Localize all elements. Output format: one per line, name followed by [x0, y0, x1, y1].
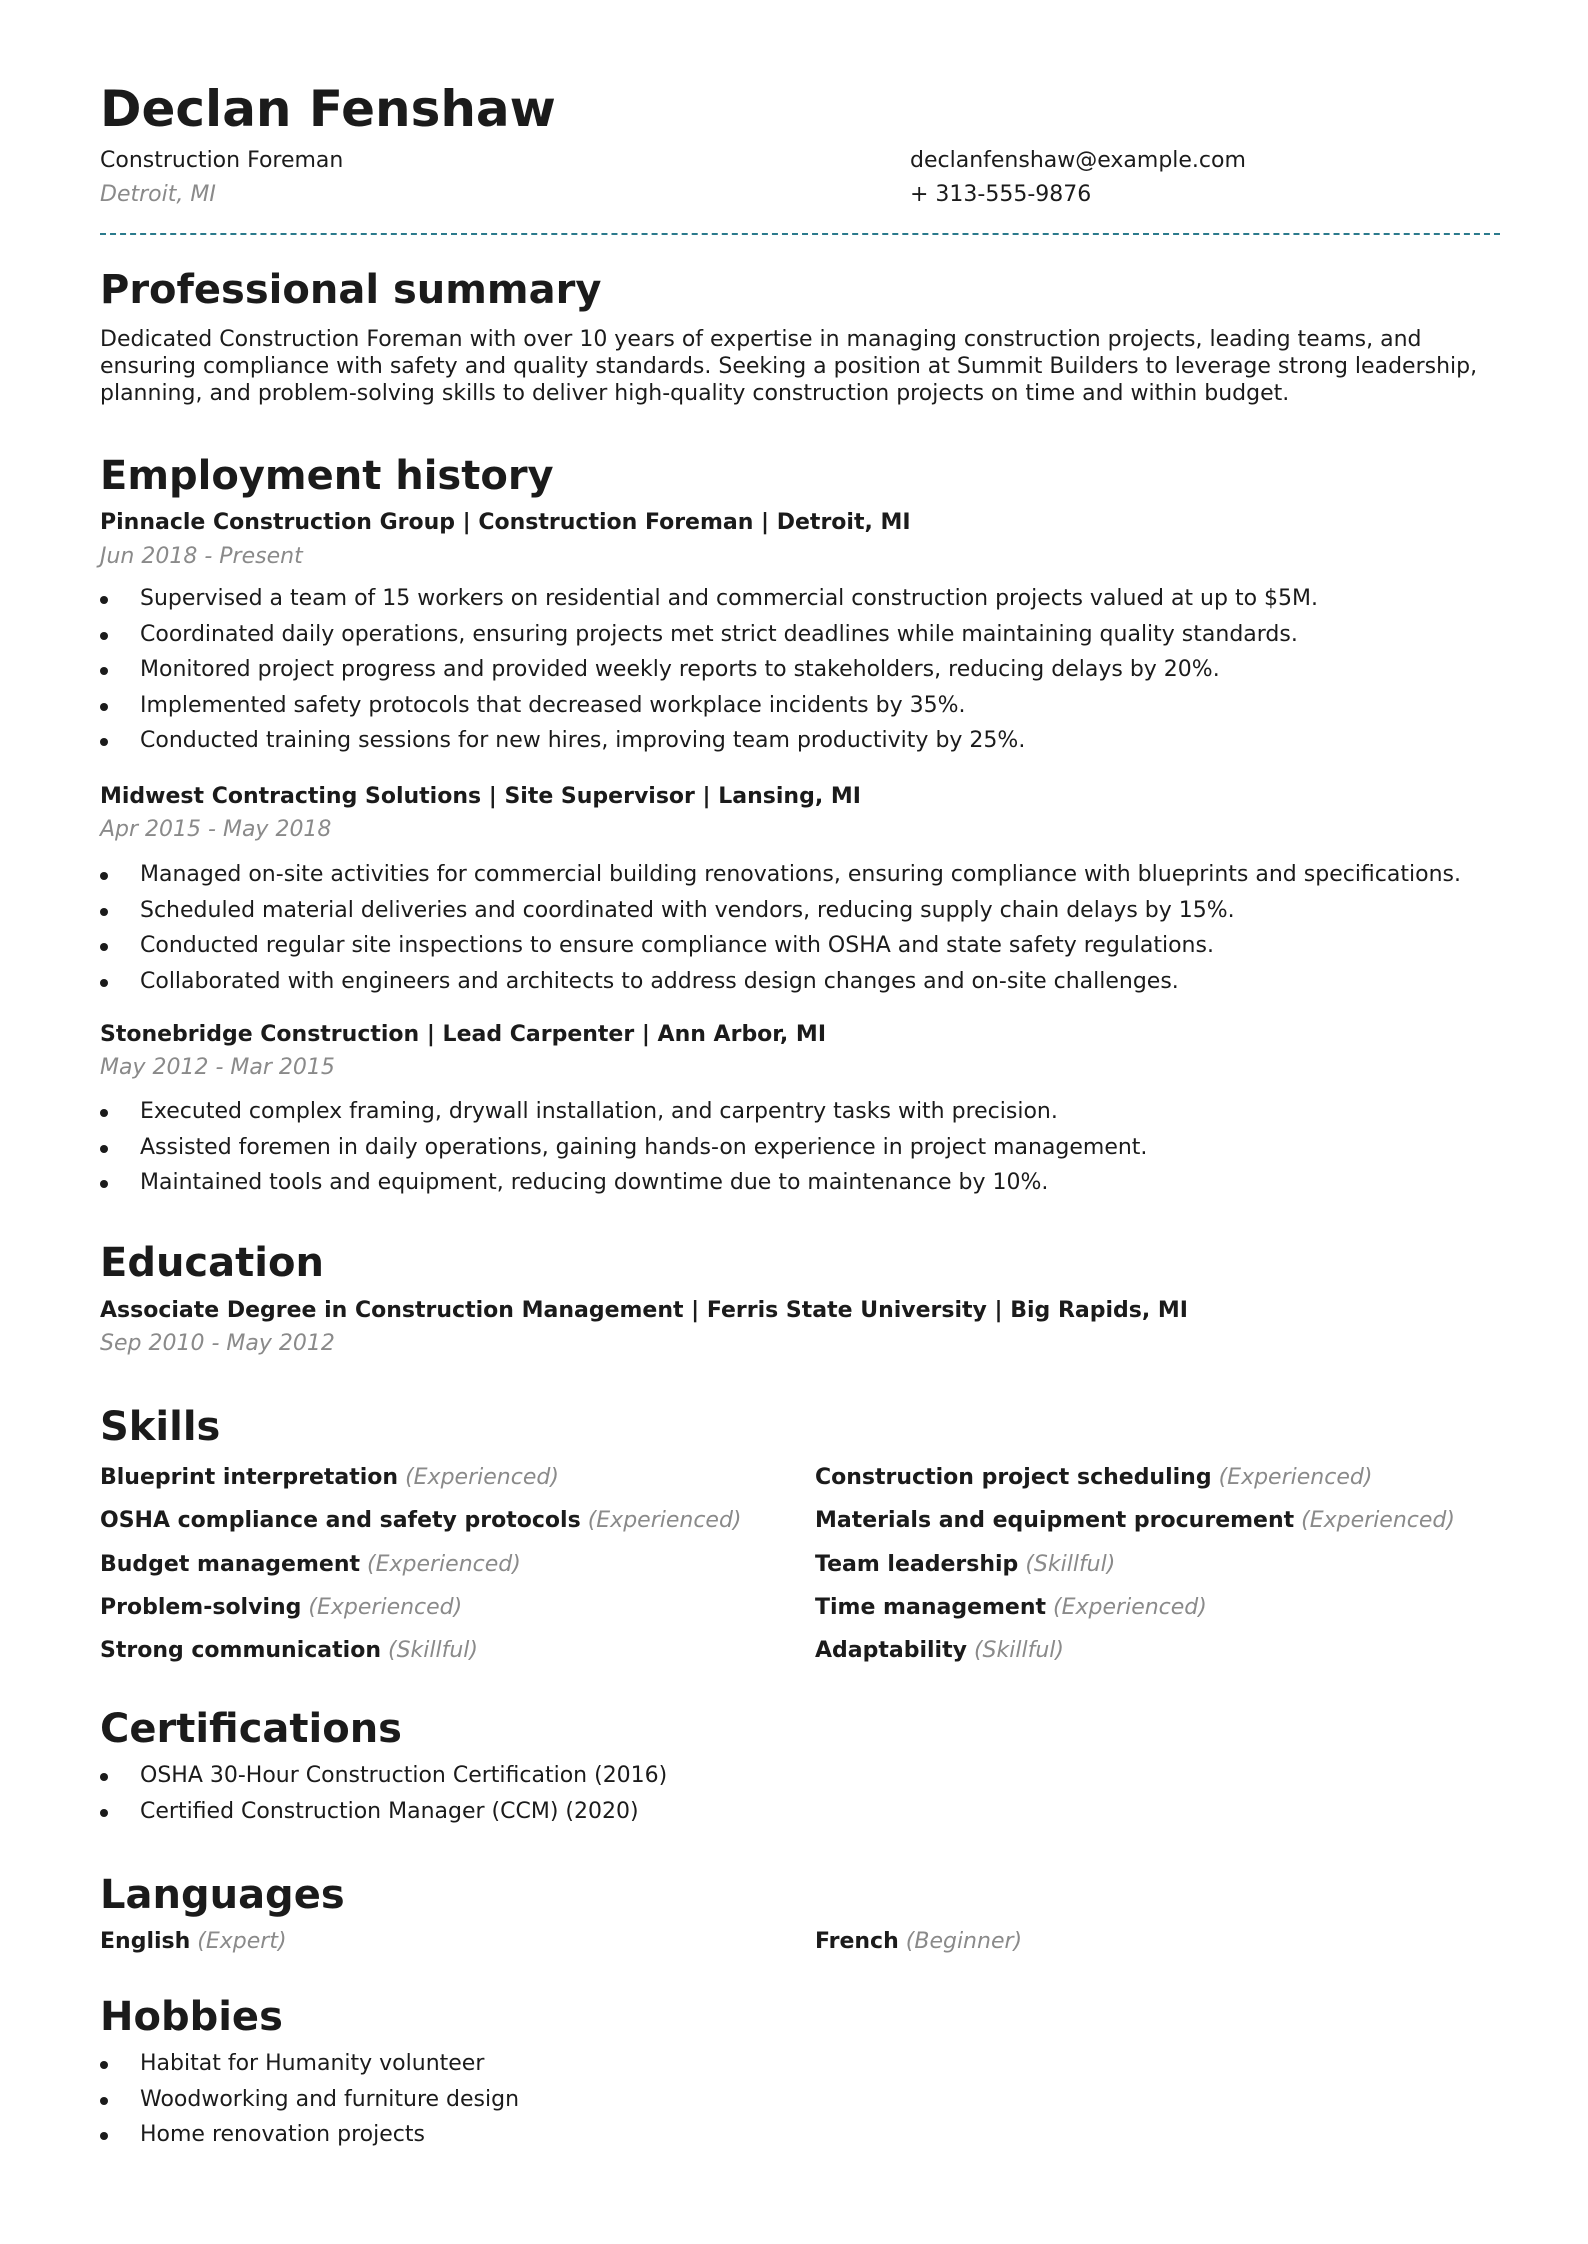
certifications-list — [100, 1758, 667, 1829]
list-item: Maintained tools and equipment, reducing downtime due to maintenance by 10%. — [100, 1165, 1147, 1201]
education-entry: Associate Degree in Construction Management | Ferris State University | Big Rapids, MI — [100, 1298, 1188, 1323]
skill-item: Construction project scheduling (Experienced) — [815, 1465, 1373, 1490]
certifications-heading: Certifications — [100, 1706, 402, 1752]
list-item: Certified Construction Manager (CCM) (2020) — [100, 1794, 667, 1830]
skill-item: Budget management (Experienced) — [100, 1552, 521, 1577]
header-divider — [100, 233, 1500, 235]
list-item: Coordinated daily operations, ensuring projects met strict deadlines while maintaining quality standards. — [100, 617, 1318, 653]
job-2-bullets — [100, 857, 1461, 999]
list-item: Monitored project progress and provided weekly reports to stakeholders, reducing delays by 20%. — [100, 652, 1318, 688]
job-3-dates: May 2012 - Mar 2015 — [100, 1055, 335, 1080]
list-item: Habitat for Humanity volunteer — [100, 2046, 519, 2082]
skill-item: Problem-solving (Experienced) — [100, 1595, 463, 1620]
languages-heading: Languages — [100, 1872, 345, 1918]
job-title: Construction Foreman — [100, 148, 344, 173]
job-1-bullets — [100, 581, 1318, 759]
job-1-dates: Jun 2018 - Present — [100, 544, 303, 569]
skill-item: Adaptability (Skillful) — [815, 1638, 1064, 1663]
skill-item: Team leadership (Skillful) — [815, 1552, 1116, 1577]
skill-item: Strong communication (Skillful) — [100, 1638, 478, 1663]
education-dates: Sep 2010 - May 2012 — [100, 1331, 335, 1356]
skill-item: Materials and equipment procurement (Experienced) — [815, 1508, 1455, 1533]
list-item: Conducted training sessions for new hires, improving team productivity by 25%. — [100, 723, 1318, 759]
list-item: Scheduled material deliveries and coordinated with vendors, reducing supply chain delays by 15%. — [100, 893, 1461, 929]
skill-item: Time management (Experienced) — [815, 1595, 1207, 1620]
job-3-bullets — [100, 1094, 1147, 1201]
list-item: Assisted foremen in daily operations, gaining hands-on experience in project management. — [100, 1130, 1147, 1166]
list-item: Collaborated with engineers and architects to address design changes and on-site challenges. — [100, 964, 1461, 1000]
employment-heading: Employment history — [100, 453, 554, 499]
email[interactable]: declanfenshaw@example.com — [910, 148, 1246, 173]
education-heading: Education — [100, 1240, 324, 1286]
job-1-title: Pinnacle Construction Group | Construction Foreman | Detroit, MI — [100, 510, 911, 535]
skill-item: OSHA compliance and safety protocols (Experienced) — [100, 1508, 742, 1533]
language-item: French (Beginner) — [815, 1929, 1023, 1954]
location: Detroit, MI — [100, 182, 216, 207]
skills-heading: Skills — [100, 1404, 221, 1450]
list-item: Woodworking and furniture design — [100, 2082, 519, 2118]
list-item: Conducted regular site inspections to ensure compliance with OSHA and state safety regulations. — [100, 928, 1461, 964]
list-item: Executed complex framing, drywall installation, and carpentry tasks with precision. — [100, 1094, 1147, 1130]
phone[interactable]: + 313-555-9876 — [910, 182, 1092, 207]
summary-heading: Professional summary — [100, 267, 602, 313]
skill-item: Blueprint interpretation (Experienced) — [100, 1465, 559, 1490]
job-3-title: Stonebridge Construction | Lead Carpenter | Ann Arbor, MI — [100, 1022, 827, 1047]
hobbies-heading: Hobbies — [100, 1994, 283, 2040]
candidate-name: Declan Fenshaw — [100, 80, 556, 138]
list-item: Supervised a team of 15 workers on residential and commercial construction projects valued at up to $5M. — [100, 581, 1318, 617]
hobbies-list — [100, 2046, 519, 2153]
list-item: Managed on-site activities for commercial building renovations, ensuring compliance with blueprints and specifications. — [100, 857, 1461, 893]
job-2-title: Midwest Contracting Solutions | Site Supervisor | Lansing, MI — [100, 784, 861, 809]
summary-text: Dedicated Construction Foreman with over 10 years of expertise in managing construction projects, leading teams, and ensuring compliance with safety and quality standards. Seeking a position at Summit Builders to leverage strong leadership, planning, and problem-solving skills to deliver high-quality construction projects on time and within budget. — [100, 327, 1478, 406]
list-item: OSHA 30-Hour Construction Certification (2016) — [100, 1758, 667, 1794]
list-item: Home renovation projects — [100, 2117, 519, 2153]
language-item: English (Expert) — [100, 1929, 287, 1954]
job-2-dates: Apr 2015 - May 2018 — [100, 817, 332, 842]
list-item: Implemented safety protocols that decreased workplace incidents by 35%. — [100, 688, 1318, 724]
